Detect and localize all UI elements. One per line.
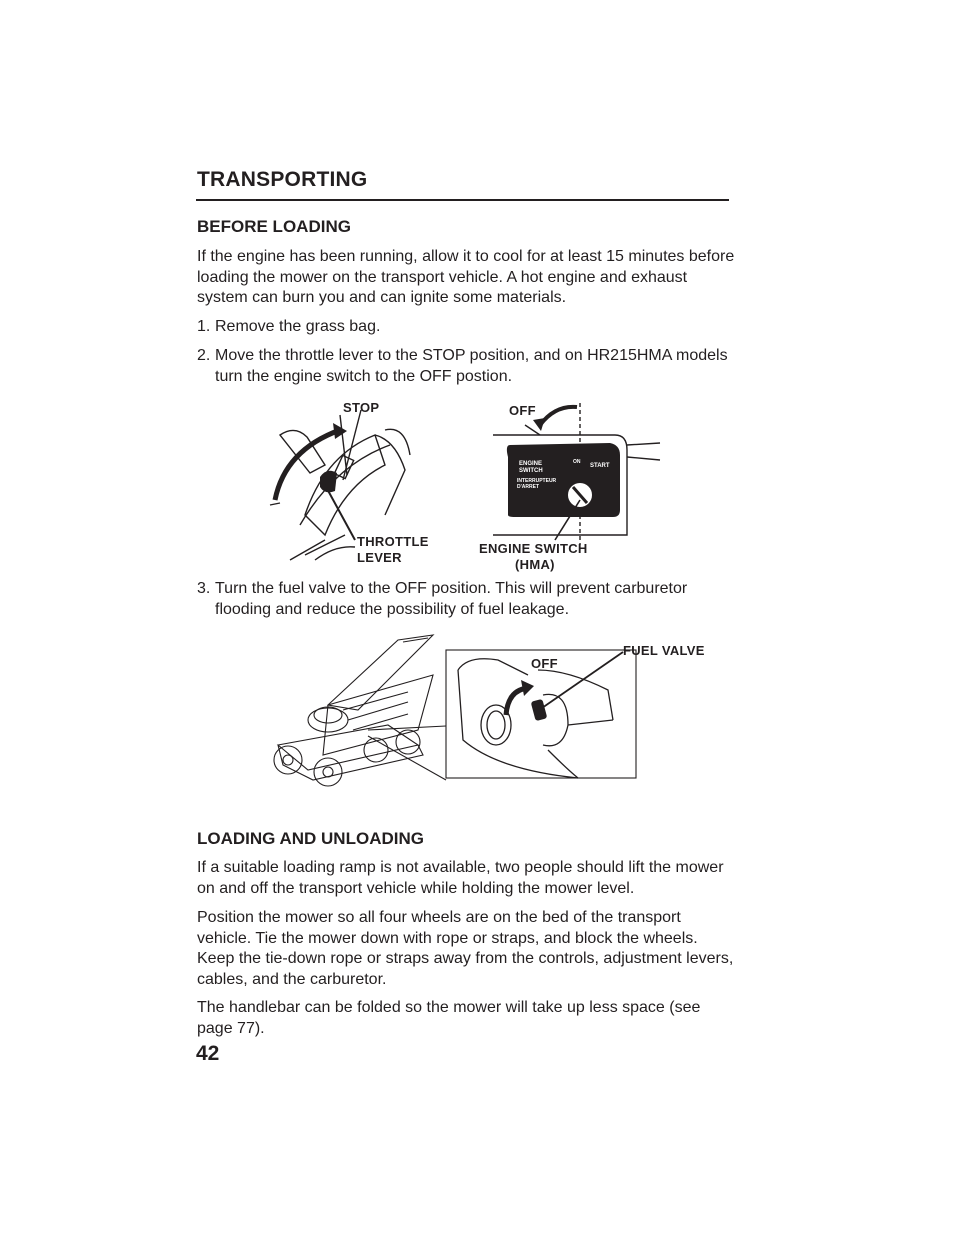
figure-fuel-valve [268,630,718,790]
title-rule [196,199,729,201]
off-label: OFF [509,403,536,418]
step-1-text: Remove the grass bag. [215,318,381,335]
panel-on-text: ON [573,459,581,465]
panel-interrupteur-text: INTERRUPTEUR [517,478,557,484]
fuel-valve-label: FUEL VALVE [623,643,705,658]
step-2 [197,345,737,387]
loading-heading: LOADING AND UNLOADING [197,829,424,848]
step-3 [197,578,737,620]
loading-paragraph-3: The handlebar can be folded so the mower will take up less space (see page 77). [197,999,701,1037]
loading-paragraph-1: If a suitable loading ramp is not available, two people should lift the mower on and off the transport vehicle while holding the mower level. [197,859,724,897]
step-2-text: Move the throttle lever to the STOP position, and on HR215HMA models turn the engine switch to the OFF postion. [215,347,728,385]
loading-paragraph-2: Position the mower so all four wheels are on the bed of the transport vehicle. Tie the mower down with rope or straps, and block the wheels. Keep the tie-down rope or straps away from the controls, adjustment levers, cables, and the carburetor. [197,909,734,988]
panel-engine-text: ENGINE [519,461,543,467]
panel-switch-text: SWITCH [519,468,543,474]
step-3-number: 3. [197,580,211,597]
step-3-text: Turn the fuel valve to the OFF position. This will prevent carburetor flooding and reduce the possibility of fuel leakage. [215,580,688,618]
stop-label: STOP [343,400,380,415]
panel-darret-text: D'ARRET [517,484,540,490]
panel-start-text: START [590,463,610,469]
before-loading-heading: BEFORE LOADING [197,217,351,236]
step-1 [197,316,737,337]
section-title: TRANSPORTING [197,168,368,191]
engine-switch-label-line2: (HMA) [515,557,555,572]
figure-throttle-engine-switch [265,395,665,575]
step-1-number: 1. [197,318,211,335]
throttle-lever-label-line2: LEVER [357,550,402,565]
engine-switch-illustration [265,395,665,575]
engine-switch-label-line1: ENGINE SWITCH [479,541,588,556]
page-number: 42 [196,1042,220,1065]
fuel-off-label: OFF [531,656,558,671]
throttle-lever-label-line1: THROTTLE [357,534,429,549]
step-2-number: 2. [197,347,211,364]
before-loading-intro: If the engine has been running, allow it to cool for at least 15 minutes before loading the mower on the transport vehicle. A hot engine and exhaust system can burn you and can ignite some materials. [197,248,735,306]
